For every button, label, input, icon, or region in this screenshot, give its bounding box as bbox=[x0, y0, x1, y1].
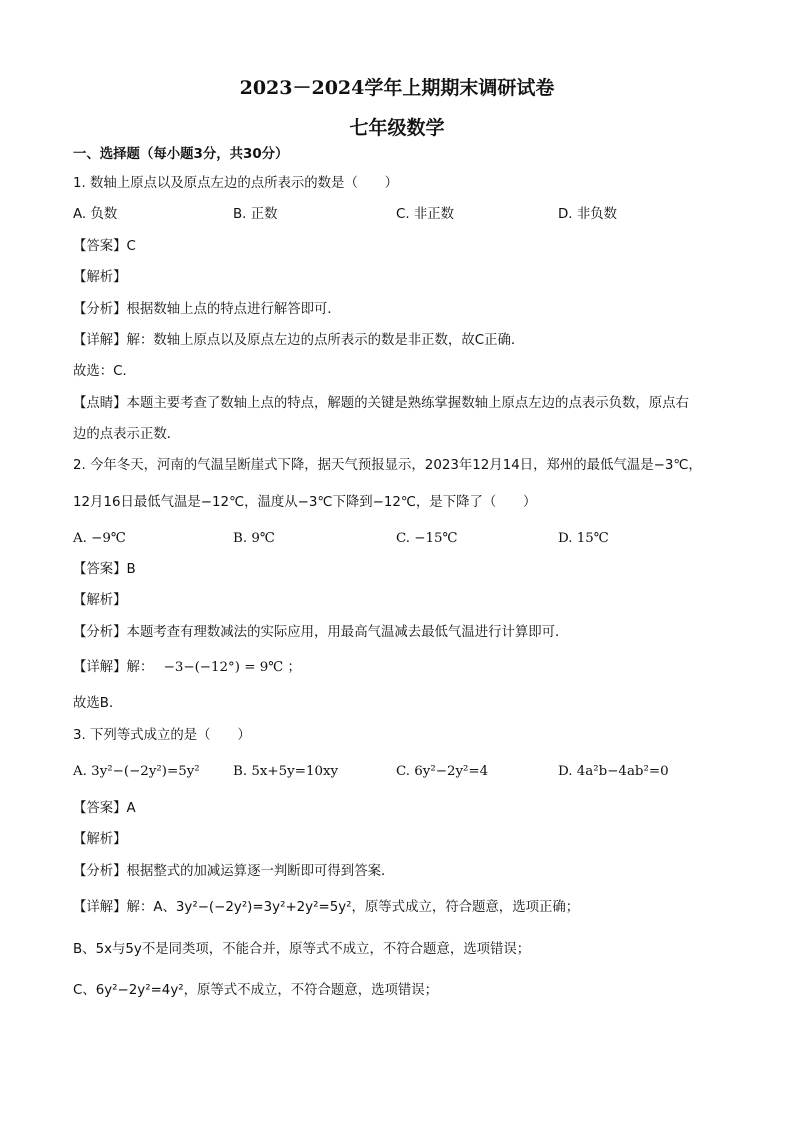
q1-answer: 【答案】C bbox=[73, 239, 136, 254]
q1-detail: 【详解】解：数轴上原点以及原点左边的点所表示的数是非正数，故C正确． bbox=[73, 333, 525, 348]
q3-stem: 3. 下列等式成立的是（ ） bbox=[73, 728, 251, 743]
q1-option-a: A. 负数 bbox=[73, 207, 118, 222]
q2-detail-expression: −3−(−12°) = 9℃ ； bbox=[163, 660, 301, 675]
q2-option-b: B. 9℃ bbox=[233, 531, 275, 546]
q2-choice: 故选B． bbox=[73, 696, 123, 711]
q2-option-c: C. −15℃ bbox=[396, 531, 458, 546]
q1-comment-line1: 【点睛】本题主要考查了数轴上点的特点，解题的关键是熟练掌握数轴上原点左边的点表示负数，原点右 bbox=[73, 396, 689, 411]
q3-detail-b: B、5x与5y不是同类项，不能合并，原等式不成立，不符合题意，选项错误； bbox=[73, 942, 531, 957]
q3-detail-a: 【详解】解：A、3y²−(−2y²)=3y²+2y²=5y²，原等式成立，符合题意，选项正确； bbox=[73, 900, 580, 915]
q1-option-c: C. 非正数 bbox=[396, 207, 455, 222]
q1-comment-line2: 边的点表示正数． bbox=[73, 427, 181, 442]
section-heading: 一、选择题（每小题3分，共30分） bbox=[73, 147, 289, 162]
q3-option-c: C. 6y²−2y²=4 bbox=[396, 764, 489, 779]
q3-option-a: A. 3y²−(−2y²)=5y² bbox=[73, 764, 200, 779]
q3-jiexi: 【解析】 bbox=[73, 832, 127, 847]
q1-stem: 1. 数轴上原点以及原点左边的点所表示的数是（ ） bbox=[73, 176, 399, 191]
q2-option-d: D. 15℃ bbox=[558, 531, 609, 546]
q2-detail bbox=[73, 659, 743, 677]
q3-analysis: 【分析】根据整式的加减运算逐一判断即可得到答案． bbox=[73, 864, 395, 879]
q2-stem-line2: 12月16日最低气温是−12℃，温度从−3℃下降到−12℃，是下降了（ ） bbox=[73, 495, 537, 510]
q2-option-a: A. −9℃ bbox=[73, 531, 126, 546]
page-subtitle: 七年级数学 bbox=[349, 117, 445, 139]
q2-stem-line1: 2. 今年冬天，河南的气温呈断崖式下降，据天气预报显示，2023年12月14日，郑州的最低气温是−3℃， bbox=[73, 458, 702, 473]
q2-answer: 【答案】B bbox=[73, 562, 136, 577]
q2-detail-label: 【详解】解： bbox=[73, 660, 154, 675]
q3-detail-c: C、6y²−2y²=4y²，原等式不成立，不符合题意，选项错误； bbox=[73, 983, 439, 998]
q1-jiexi: 【解析】 bbox=[73, 270, 127, 285]
q3-answer: 【答案】A bbox=[73, 801, 136, 816]
q1-option-d: D. 非负数 bbox=[558, 207, 617, 222]
q3-option-b: B. 5x+5y=10xy bbox=[233, 764, 339, 779]
q2-analysis: 【分析】本题考查有理数减法的实际应用，用最高气温减去最低气温进行计算即可． bbox=[73, 625, 569, 640]
q1-choice: 故选：C． bbox=[73, 364, 136, 379]
q3-option-d: D. 4a²b−4ab²=0 bbox=[558, 764, 669, 779]
q1-option-b: B. 正数 bbox=[233, 207, 278, 222]
q2-jiexi: 【解析】 bbox=[73, 593, 127, 608]
q1-analysis: 【分析】根据数轴上点的特点进行解答即可． bbox=[73, 302, 341, 317]
page-title: 2023－2024学年上期期末调研试卷 bbox=[239, 77, 555, 99]
